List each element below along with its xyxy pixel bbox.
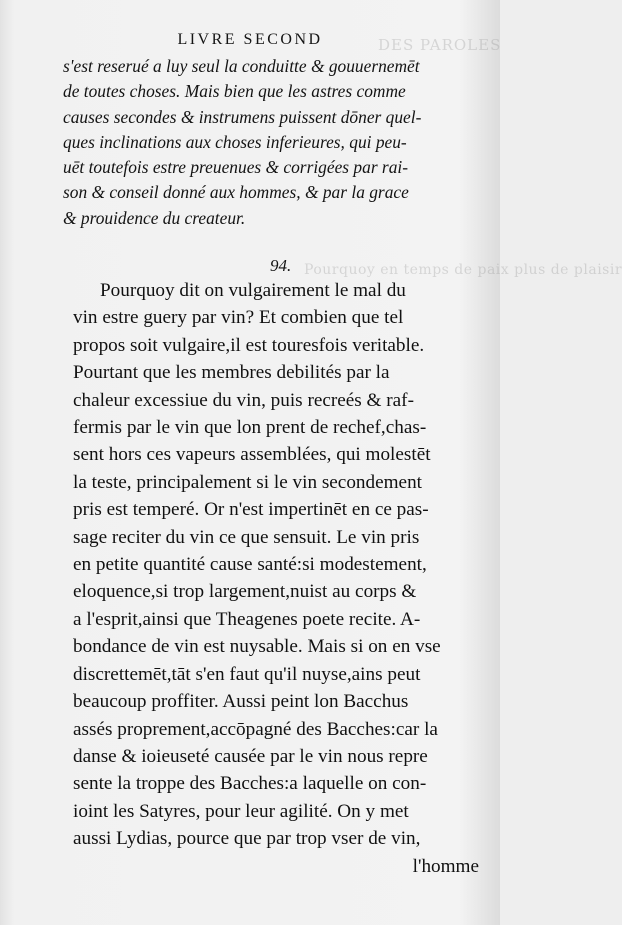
italic-line: s'est reserué a luy seul la conduitte & gouuernemēt (63, 56, 420, 76)
running-header: LIVRE SECOND (177, 31, 323, 48)
italic-line: & prouidence du createur. (63, 207, 246, 228)
text-line: sent hors ces vapeurs assemblées, qui molestēt (73, 444, 431, 466)
text-line: danse & ioieuseté causée par le vin nous repre (73, 745, 428, 767)
italic-line: ques inclinations aux choses inferieures, qui peu- (63, 131, 407, 152)
text-line: propos soit vulgaire,il est touresfois veritable. (73, 334, 425, 356)
text-line: Pourquoy dit on vulgairement le mal du (100, 280, 406, 301)
text-line: Pourtant que les membres debilités par la (73, 362, 390, 384)
bleed-through-line: Pourquoy en temps de paix plus de plaisir (304, 262, 622, 278)
text-line: a l'esprit,ainsi que Theagenes poete recite. A- (73, 608, 421, 630)
text-line: sente la troppe des Bacches:a laquelle on con- (73, 773, 427, 795)
text-line: discrettemēt,tāt s'en faut qu'il nuyse,ains peut (73, 663, 421, 685)
text-line: assés proprement,accōpagné des Bacches:car la (73, 718, 438, 740)
text-line: la teste, principalement si le vin secondement (73, 471, 422, 493)
text-line: sage reciter du vin ce que sensuit. Le vin pris (73, 526, 420, 548)
section-number: 94. (270, 256, 292, 275)
italic-line: de toutes choses. Mais bien que les astres comme (63, 81, 406, 102)
italic-line: son & conseil donné aux hommes, & par la grace (63, 182, 409, 203)
text-line: aussi Lydias, pource que par trop vser de vin, (73, 828, 421, 850)
text-line: en petite quantité cause santé:si modestement, (73, 554, 427, 576)
text-line: chaleur excessiue du vin, puis recreés & raf- (73, 389, 414, 411)
italic-line: causes secondes & instrumens puissent dōner quel- (63, 106, 422, 127)
text-line: vin estre guery par vin? Et combien que tel (73, 307, 404, 329)
roman-paragraph (73, 277, 493, 880)
text-line: beaucoup proffiter. Aussi peint lon Bacchus (73, 691, 409, 713)
text-line: fermis par le vin que lon prent de rechef,chas- (73, 417, 427, 439)
text-line: ioint les Satyres, pour leur agilité. On y met (73, 800, 409, 822)
text-line: pris est temperé. Or n'est impertinēt en ce pas- (73, 499, 429, 521)
bleed-through-header: DES PAROLES (378, 36, 502, 54)
italic-line: uēt toutefois estre preuenues & corrigées par rai- (63, 157, 409, 178)
italic-paragraph (63, 54, 483, 231)
text-line: bondance de vin est nuysable. Mais si on en vse (73, 636, 441, 658)
text-line: eloquence,si trop largement,nuist au corps & (73, 581, 417, 603)
catchword: l'homme (412, 855, 479, 877)
